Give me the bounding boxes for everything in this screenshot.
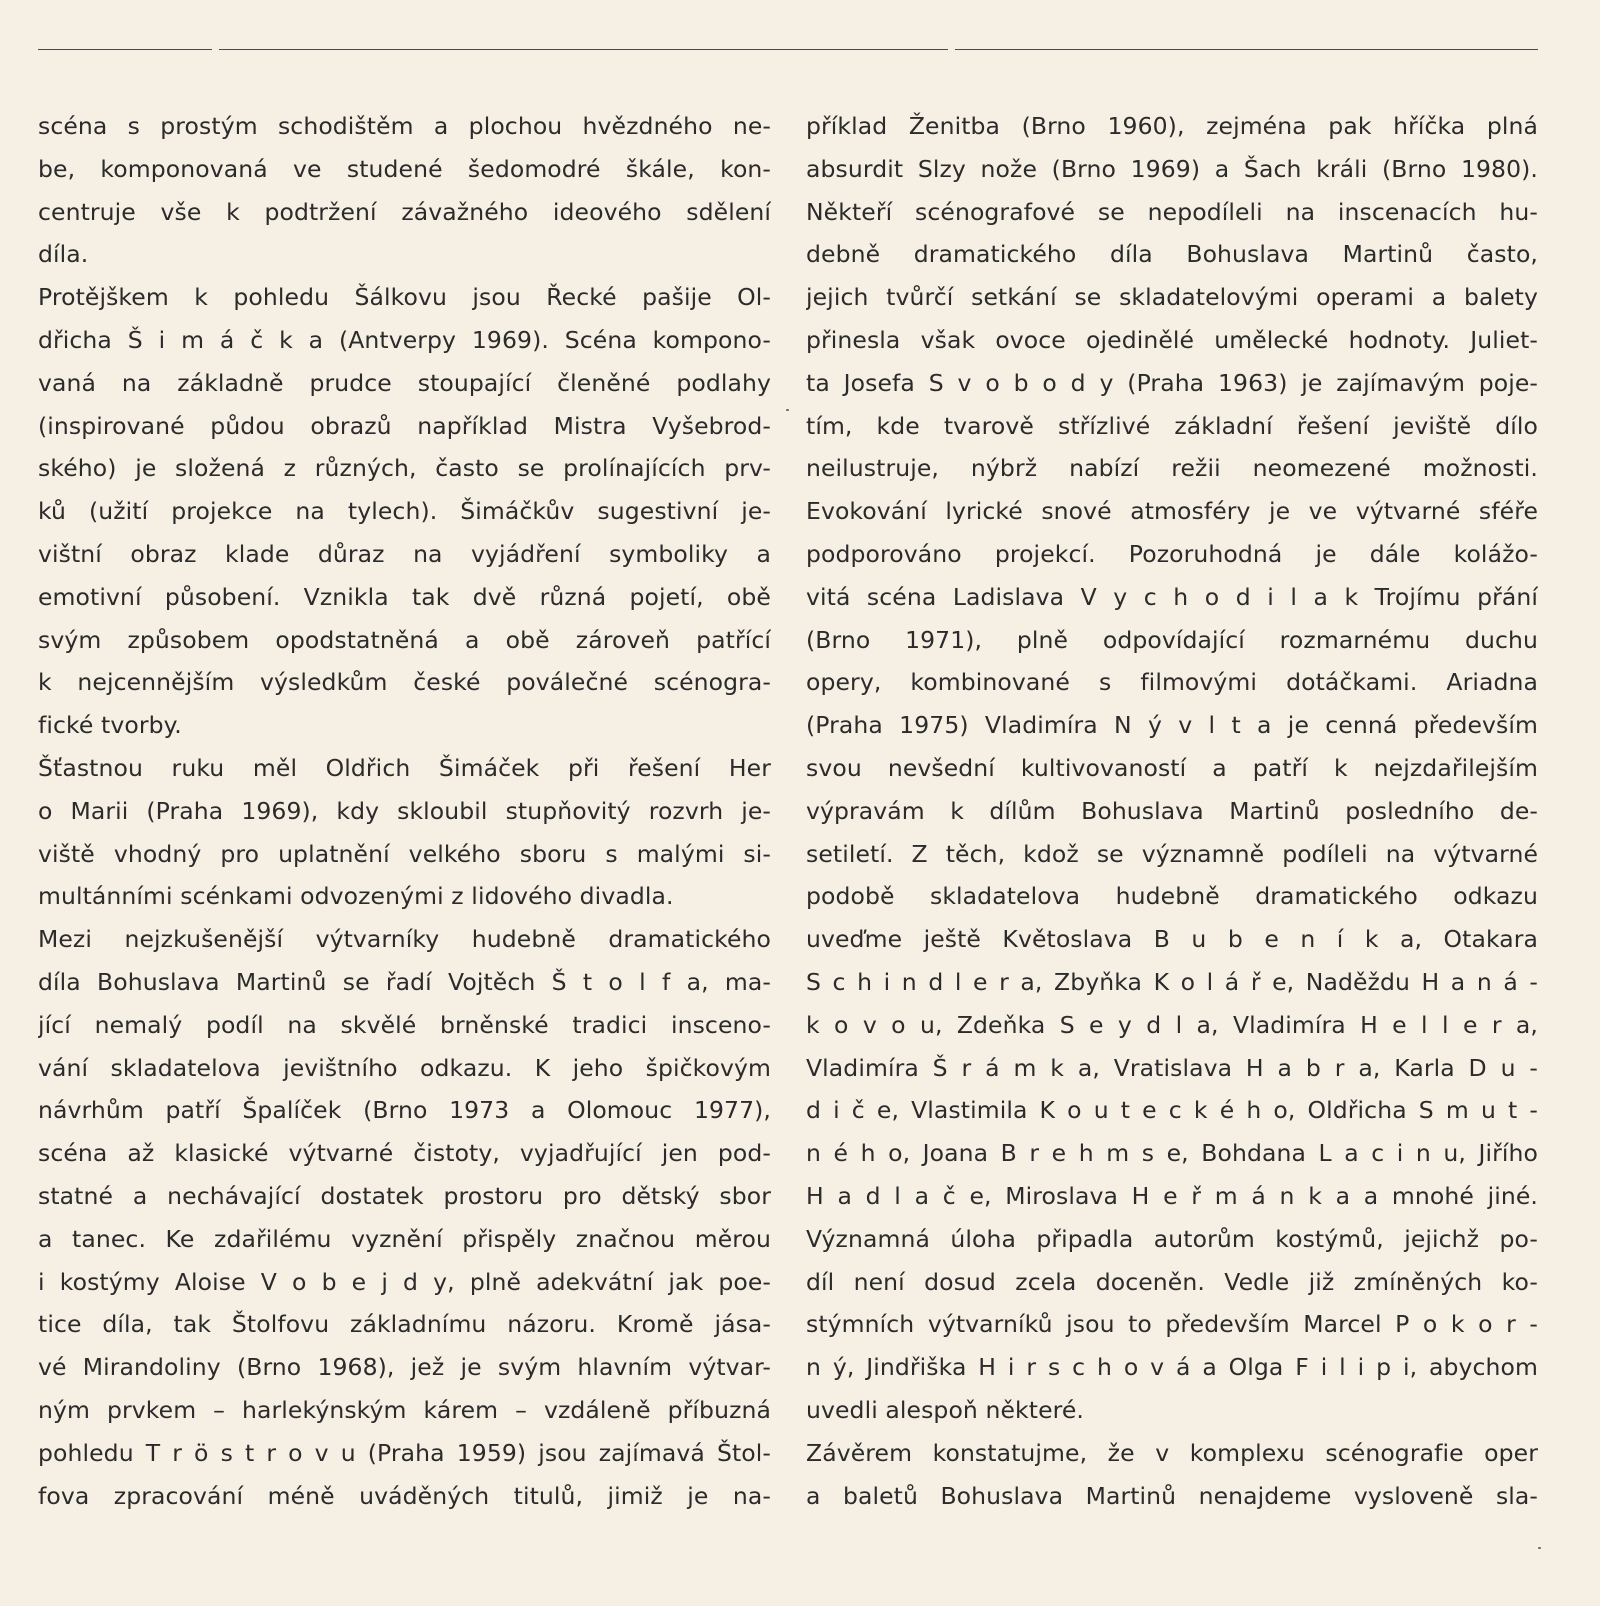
text-line: S c h i n d l e r a, Zbyňka K o l á ř e, Naděždu H a n á - <box>806 967 1538 996</box>
text-line: návrhům patří Špalíček (Brno 1973 a Olomouc 1977), <box>38 1096 771 1125</box>
text-line: setiletí. Z těch, kdož se významně podíleli na výtvarné <box>806 839 1538 868</box>
text-line: viště vhodný pro uplatnění velkého sboru s malými si- <box>38 839 771 868</box>
text-line: i kostýmy Aloise V o b e j d y, plně adekvátní jak poe- <box>38 1267 771 1296</box>
text-line: dřicha Š i m á č k a (Antverpy 1969). Scéna kompono- <box>38 325 771 354</box>
text-line: Vladimíra Š r á m k a, Vratislava H a b r a, Karla D u - <box>806 1053 1538 1082</box>
text-line: díla Bohuslava Martinů se řadí Vojtěch Š t o l f a, ma- <box>38 967 771 996</box>
text-line: fické tvorby. <box>38 711 182 740</box>
text-line: stýmních výtvarníků jsou to především Marcel P o k o r - <box>806 1310 1538 1339</box>
text-line: Protějškem k pohledu Šálkovu jsou Řecké pašije Ol- <box>38 283 771 312</box>
text-line: jejich tvůrčí setkání se skladatelovými operami a balety <box>806 283 1538 312</box>
text-line: Někteří scénografové se nepodíleli na inscenacích hu- <box>806 197 1538 226</box>
text-line: svým způsobem opodstatněná a obě zároveň patřící <box>38 625 771 654</box>
text-line: neilustruje, nýbrž nabízí režii neomezené možnosti. <box>806 454 1538 483</box>
text-line: (Praha 1975) Vladimíra N ý v l t a je cenná především <box>806 711 1538 740</box>
text-line: scéna až klasické výtvarné čistoty, vyjadřující jen pod- <box>38 1139 771 1168</box>
text-line: k o v o u, Zdeňka S e y d l a, Vladimíra H e l l e r a, <box>806 1010 1538 1039</box>
text-line: tím, kde tvarově střízlivé základní řešení jeviště dílo <box>806 411 1538 440</box>
text-line: svou nevšední kultivovaností a patří k nejzdařilejším <box>806 753 1538 782</box>
text-line: a baletů Bohuslava Martinů nenajdeme vysloveně sla- <box>806 1481 1538 1510</box>
text-line: (Brno 1971), plně odpovídající rozmarnému duchu <box>806 625 1538 654</box>
text-line: Závěrem konstatujme, že v komplexu scénografie oper <box>806 1438 1538 1467</box>
text-line: příklad Ženitba (Brno 1960), zejména pak hříčka plná <box>806 112 1538 140</box>
text-line: vaná na základně prudce stoupající členěné podlahy <box>38 368 771 397</box>
text-line: ta Josefa S v o b o d y (Praha 1963) je zajímavým poje- <box>806 368 1538 397</box>
right-text-column <box>806 105 1538 1517</box>
text-line: o Marii (Praha 1969), kdy skloubil stupňovitý rozvrh je- <box>38 796 771 825</box>
text-line: jící nemalý podíl na skvělé brněnské tradici insceno- <box>38 1010 771 1039</box>
text-line: emotivní působení. Vznikla tak dvě různá pojetí, obě <box>38 582 771 611</box>
header-rule-right <box>955 49 1538 50</box>
text-line: (inspirované půdou obrazů například Mistra Vyšebrod- <box>38 411 771 440</box>
text-line: debně dramatického díla Bohuslava Martinů často, <box>806 240 1538 269</box>
text-line: absurdit Slzy nože (Brno 1969) a Šach králi (Brno 1980). <box>806 154 1538 183</box>
text-line: ského) je složená z různých, často se prolínajících prv- <box>38 454 771 483</box>
text-line: podporováno projekcí. Pozoruhodná je dále kolážo- <box>806 539 1538 568</box>
text-line: vé Mirandoliny (Brno 1968), jež je svým hlavním výtvar- <box>38 1353 771 1382</box>
text-line: díla. <box>38 240 89 269</box>
text-line: multánními scénkami odvozenými z lidového divadla. <box>38 882 674 911</box>
text-line: ků (užití projekce na tylech). Šimáčkův sugestivní je- <box>38 497 771 526</box>
paper-speck <box>1538 1547 1541 1549</box>
text-line: Šťastnou ruku měl Oldřich Šimáček při řešení Her <box>38 753 771 782</box>
text-line: uvedli alespoň některé. <box>806 1395 1085 1424</box>
text-line: pohledu T r ö s t r o v u (Praha 1959) jsou zajímavá Štol- <box>38 1438 771 1467</box>
header-rule-left <box>38 49 212 50</box>
text-line: podobě skladatelova hudebně dramatického odkazu <box>806 882 1538 911</box>
text-line: scéna s prostým schodištěm a plochou hvězdného ne- <box>38 112 771 140</box>
text-line: n é h o, Joana B r e h m s e, Bohdana L a c i n u, Jiřího <box>806 1139 1538 1168</box>
text-line: vitá scéna Ladislava V y c h o d i l a k Trojímu přání <box>806 582 1538 611</box>
text-line: vání skladatelova jevištního odkazu. K jeho špičkovým <box>38 1053 771 1082</box>
text-line: centruje vše k podtržení závažného ideového sdělení <box>38 197 771 226</box>
text-line: a tanec. Ke zdařilému vyznění přispěly značnou měrou <box>38 1224 771 1253</box>
text-line: H a d l a č e, Miroslava H e ř m á n k a a mnohé jiné. <box>806 1181 1538 1210</box>
text-line: be, komponovaná ve studené šedomodré škále, kon- <box>38 154 771 183</box>
text-line: statné a nechávající dostatek prostoru pro dětský sbor <box>38 1181 771 1210</box>
text-line: Významná úloha připadla autorům kostýmů, jejichž po- <box>806 1224 1538 1253</box>
text-line: fova zpracování méně uváděných titulů, jimiž je na- <box>38 1481 771 1510</box>
text-line: výpravám k dílům Bohuslava Martinů posledního de- <box>806 796 1538 825</box>
text-line: opery, kombinované s filmovými dotáčkami. Ariadna <box>806 668 1538 697</box>
text-line: d i č e, Vlastimila K o u t e c k é h o, Oldřicha S m u t - <box>806 1096 1538 1125</box>
text-line: ným prvkem – harlekýnským kárem – vzdáleně příbuzná <box>38 1395 771 1424</box>
text-line: n ý, Jindřiška H i r s c h o v á a Olga F i l i p i, abychom <box>806 1353 1538 1382</box>
paper-speck <box>786 409 789 411</box>
text-line: tice díla, tak Štolfovu základnímu názoru. Kromě jása- <box>38 1310 771 1339</box>
text-line: uveďme ještě Květoslava B u b e n í k a, Otakara <box>806 925 1538 954</box>
left-text-column <box>38 105 771 1517</box>
text-line: Evokování lyrické snové atmosféry je ve výtvarné sféře <box>806 497 1538 526</box>
text-line: Mezi nejzkušenější výtvarníky hudebně dramatického <box>38 925 771 954</box>
text-line: k nejcennějším výsledkům české poválečné scénogra- <box>38 668 771 697</box>
text-line: vištní obraz klade důraz na vyjádření symboliky a <box>38 539 771 568</box>
header-rule-middle <box>219 49 948 50</box>
text-line: přinesla však ovoce ojedinělé umělecké hodnoty. Juliet- <box>806 325 1538 354</box>
text-line: díl není dosud zcela doceněn. Vedle již zmíněných ko- <box>806 1267 1538 1296</box>
